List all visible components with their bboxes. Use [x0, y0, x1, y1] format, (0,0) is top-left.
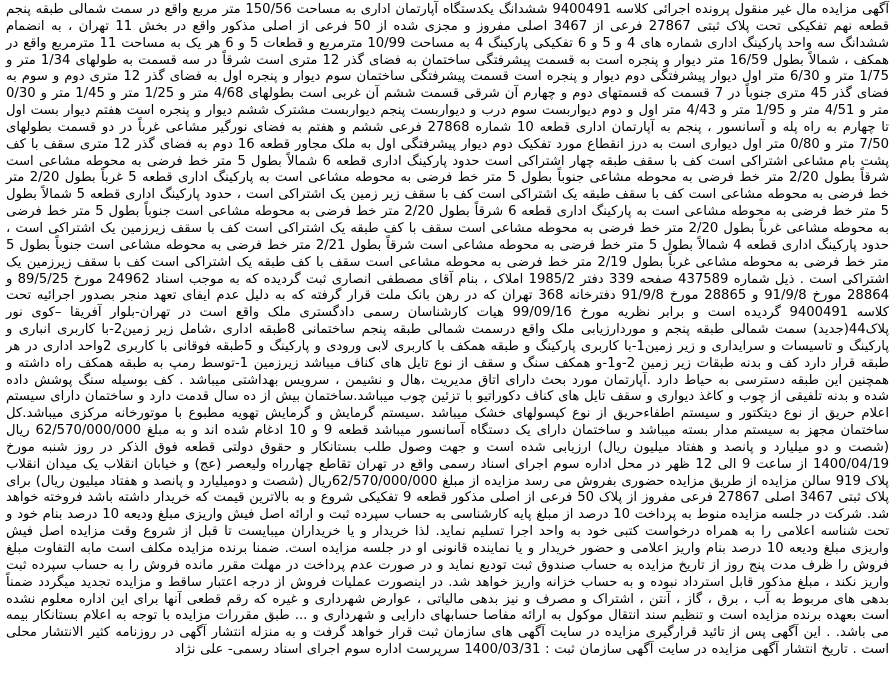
auction-notice-text: آگهی مزایده مال غیر منقول پرونده اجرائی کلاسه 9400491 ششدانگ یکدستگاه آپارتمان اداری به مساحت 150/56 متر مربع واقع در سمت شمالی طبقه پنجم قطعه نهم تفکیکی تحت پلاک ثبتی 27867 فرعی از 3467 اصلی مفروز و مجزی شده از 50 فرعی از اصلی مذکور واقع در بخش 11 تهران ، به انضمام ششدانگ سه واحد پارکینگ اداری شماره های 4 و 5 و 6 تفکیکی پارکینگ 4 به مساحت 10/99 مترمربع و قطعات 5 و 6 هر یک به مساحت 11 مترمربع واقع در همکف ، شمالاً بطول 16/59 متر دیوار و پنجره است به قسمت پیشرفتگی ساختمان به فضای گذر 12 متری است شرقاً در سه قسمت به طولهای 1/34 متر و 1/75 متر و 6/30 متر اول دیوار پیشرفتگی دوم دیوار و پنجره است قسمت پیشرفتگی ساختمان سوم دیوار و پنجره اول به فضای گذر 12 متری دوم و سوم به فضای گذر 45 متری جنوباً در 7 قسمت که قسمتهای دوم و چهارم آن شرقی قسمت ششم آن غربی است بطولهای 4/68 متر و 1/25 متر و 1/45 متر و 0/30 متر و 4/51 متر و 1/95 متر و 4/43 متر اول و دوم دیواربست سوم درب و دیواربست پنجم دیواربست مشترک ششم دیوار و پنجره است هفتم دیوار بست اول تا چهارم به راه پله و آسانسور ، پنجم به آپارتمان اداری قطعه 10 شماره 27868 فرعی ششم و هفتم به فضای نورگیر مشاعی غرباً در دو قسمت بطولهای 7/50 متر و 0/80 متر اول دیواری است به درز انقطاع مورد تفکیک دوم دیوار پیشرفتگی اول به ملک مجاور قطعه 16 دوم به فضای گذر 12 متری سقف با کف پشت بام مشاعی اشتراکی است کف با سقف طبقه چهار اشتراکی است حدود پارکینگ اداری قطعه 6 شمالاً بطول 5 متر خط فرضی به محوطه مشاعی است شرقاً بطول 2/20 متر خط فرضی به محوطه مشاعی جنوباً بطول 5 متر خط فرضی به محوطه مشاعی است به پارکینگ اداری قطعه 5 غرباً بطول 2/20 متر خط فرضی به محوطه مشاعی است کف با سقف طبقه یک اشتراکی است کف با سقف زیر زمین یک اشتراکی است ، حدود پارکینگ اداری قطعه 5 شمالاً بطول 5 متر خط فرضی به محوطه مشاعی است به پارکینگ اداری قطعه 6 شرقاً بطول 2/20 متر خط فرضی به محوطه مشاعی است جنوباً بطول 5 متر خط فرضی به محوطه مشاعی غرباً بطول 2/20 متر خط فرضی به محوطه مشاعی است سقف با کف طبقه یک اشتراکی است کف با سقف زیرزمین یک اشتراکی است ، حدود پارکینگ اداری قطعه 4 شمالاً بطول 5 متر خط فرضی به محوطه مشاعی است شرقاً بطول 2/21 متر خط فرضی به محوطه مشاعی است جنوباً بطول 5 متر خط فرضی به محوطه مشاعی غرباً بطول 2/19 متر خط فرضی به محوطه مشاعی است سقف با کف طبقه یک اشتراکی است کف با سقف زیرزمین یک اشتراکی است . ذیل شماره 437589 صفحه 339 دفتر 1985/2 املاک ، بنام آقای مصطفی انصاری ثبت گردیده که به موجب اسناد 24962 مورخ 89/5/25 و 28864 مورخ 91/9/8 و 28865 مورخ 91/9/8 دفترخانه 368 تهران که در رهن بانک ملت قرار گرفته که به دلیل عدم ایفای تعهد منجر بصدور اجرائیه تحت کلاسه 9400491 گردیده است و برابر نظریه مورخ 99/09/16 هیات کارشناسان رسمی دادگستری ملک واقع است در تهران-بلوار آفریقا –کوی نور پلاک44(جدید) سمت شمالی طبقه پنجم و موردارزیابی ملک واقع درسمت شمالی طبقه پنجم ساختمانی 8طبقه اداری ،شامل زیر زمین2-با کاربری انباری و پارکینگ و تاسیسات و سرایداری و زیر زمین1-با کاربری پارکینگ و طبقه همکف با کاربری لابی ورودی و پارکینگ و 5طبقه فوقانی با کاربری 2واحد اداری در هر طبقه قرار دارد کف و بدنه طبقات زیر زمین 2-و1-و همکف سنگ و سقف از نوع تایل های کناف میباشد زیرزمین 1-توسط رمپ به طبقه همکف راه داشته و همچنین این طبقه دسترسی به حیاط دارد .آپارتمان مورد بحث دارای اتاق مدیریت ،هال و نشیمن ، سرویس بهداشتی میباشد . کف بوسیله سنگ پوشش داده شده و بدنه تلفیقی از چوب و کاغذ دیواری و سقف تایل های کناف دکوراتیو با تزئین چوب میباشد.ساختمان بیش از ده سال قدمت دارد و ساختمان دارای سیستم اعلام حریق از نوع دیتکتور و سیستم اطفاءحریق از نوع کپسولهای خشک میباشد .سیستم گرمایش و گرمایش تهویه مطبوع با موتورخانه مرکزی میباشد.کل ساختمان مجهز به سیستم مدار بسته میباشد و ساختمان دارای یک دستگاه آسانسور میباشد قطعه 9 و 10 ادغام شده اند و به مبلغ 62/570/000/000 ریال (شصت و دو میلیارد و پانصد و هفتاد میلیون ریال) ارزیابی شده است و جهت وصول طلب بستانکار و حقوق دولتی قطعه فوق الذکر در روز شنبه مورخ 1400/04/19 از ساعت 9 الی 12 ظهر در محل اداره سوم اجرای اسناد رسمی واقع در تهران تقاطع چهارراه ولیعصر (عج) و خیابان انقلاب یک میدان انقلاب پلاک 919 سالن مزایده از طریق مزایده حضوری بفروش می رسد مزایده از مبلغ 62/570/000/000ریال (شصت و دومیلیارد و پانصد و هفتاد میلیون ریال) برای پلاک ثبتی 3467 اصلی 27867 فرعی مفروز از پلاک 50 فرعی از اصلی مذکور قطعه 9 تفکیکی شروع و به بالاترین قیمت که خریدار داشته باشد فروخته خواهد شد. شرکت در جلسه مزایده منوط به پرداخت 10 درصد از مبلغ پایه کارشناسی به حساب سپرده ثبت و ارائه اصل فیش واریزی مبلغ ودیعه 10 درصد بنام خود و تحت شناسه اعلامی را به همراه درخواست کتبی خود به واحد اجرا تسلیم نماید. لذا خریدار و یا خریداران میبایست تا قبل از شروع وقت مزایده اصل فیش واریزی مبلغ ودیعه 10 درصد بنام واریز اعلامی و حضور خریدار و یا نماینده قانونی او در جلسه مزایده است. ضمنا برنده مزایده مکلف است مابه التفاوت مبلغ فروش را ظرف مدت پنج روز از تاریخ مزایده به حساب صندوق ثبت تودیع نماید و در صورت عدم پرداخت در مهلت مقرر مانده فروش را به حساب سپرده ثبت واریز نکند ، مبلغ مذکور قابل استرداد نبوده و به حساب خزانه واریز خواهد شد. در اینصورت عملیات فروش از درجه اعتبار ساقط و مزایده تجدید میگردد ضمناً بدهی های مربوط به آب ، برق ، گاز ، آنتن ، اشتراک و مصرف و نیز بدهی مالیاتی ، عوارض شهرداری و غیره که رقم قطعی آنها برای این اداره معلوم نشده است بعهده برنده مزایده است و تنظیم سند انتقال موکول به ارائه مفاصا حسابهای دارایی و شهرداری و ... طبق مقررات مزایده با توجه به اعلام بستانکار بیمه می باشد. . این آگهی پس از تائید قرارگیری مزایده در سایت آگهی های سازمان ثبت قرار خواهد گرفت و به منزله انتشار آگهی در روزنامه کثیر الانتشار محلی است . تاریخ انتشار آگهی مزایده در سایت آگهی سازمان ثبت : 1400/03/31 سرپرست اداره سوم اجرای اسناد رسمی- علی نژاد	[6, 2, 890, 658]
